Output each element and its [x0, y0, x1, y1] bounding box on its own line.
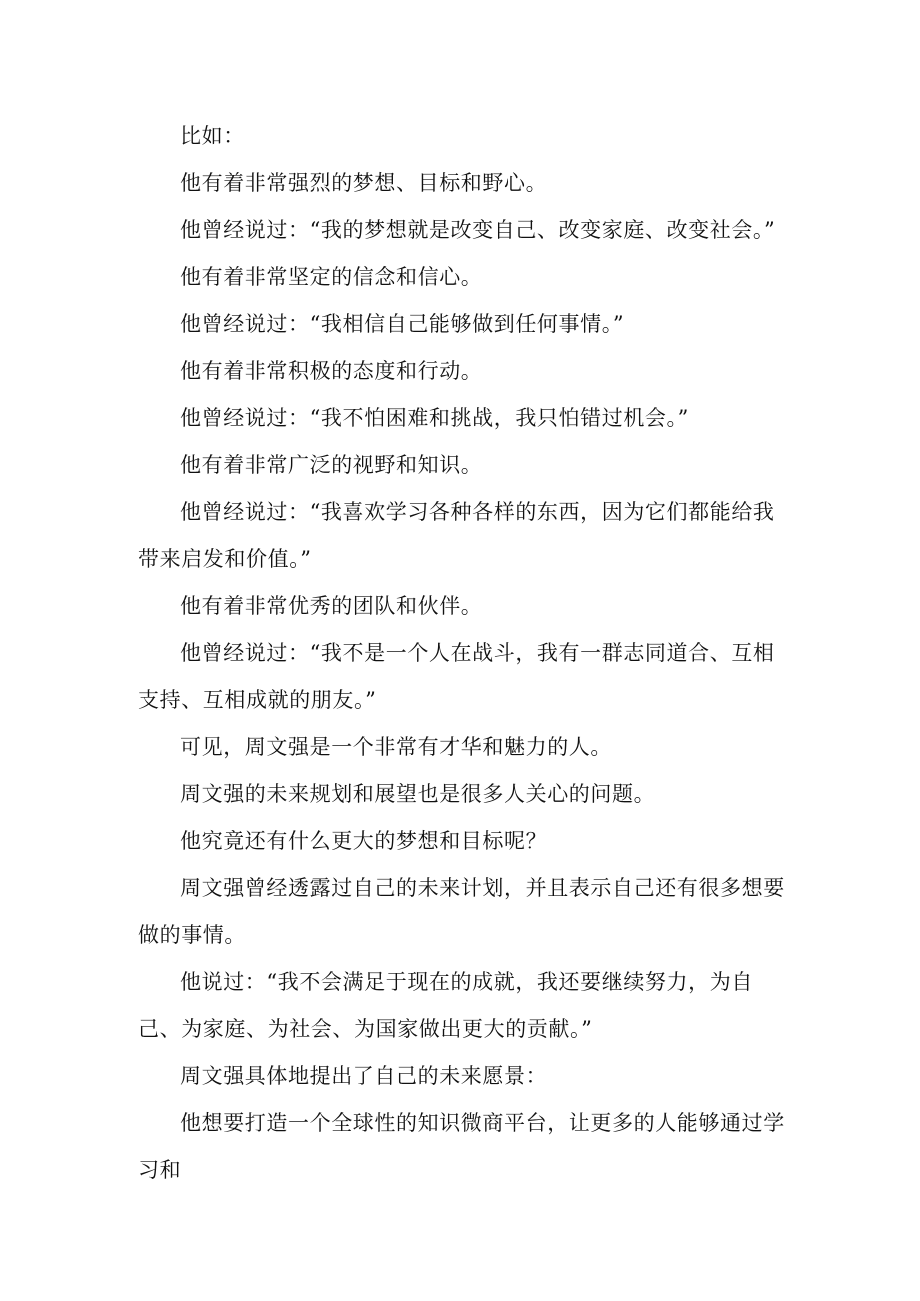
paragraph: 他有着非常优秀的团队和伙伴。 — [180, 594, 483, 618]
paragraph: 周文强的未来规划和展望也是很多人关心的问题。 — [180, 782, 656, 806]
paragraph: 他有着非常强烈的梦想、目标和野心。 — [180, 171, 548, 195]
paragraph: 他曾经说过：“我喜欢学习各种各样的东西，因为它们都能给我带来启发和价值。” — [138, 500, 775, 571]
paragraph: 他曾经说过：“我不是一个人在战斗，我有一群志同道合、互相支持、互相成就的朋友。” — [138, 641, 775, 712]
paragraph: 他曾经说过：“我相信自己能够做到任何事情。” — [180, 312, 625, 336]
paragraph: 他究竟还有什么更大的梦想和目标呢？ — [180, 829, 548, 853]
paragraph: 他曾经说过：“我的梦想就是改变自己、改变家庭、改变社会。” — [180, 218, 776, 242]
document-body — [138, 113, 786, 1194]
paragraph: 周文强具体地提出了自己的未来愿景： — [180, 1064, 548, 1088]
paragraph: 比如： — [180, 124, 245, 148]
paragraph: 他有着非常广泛的视野和知识。 — [180, 453, 483, 477]
paragraph: 他想要打造一个全球性的知识微商平台，让更多的人能够通过学习和 — [138, 1111, 785, 1182]
paragraph: 他有着非常积极的态度和行动。 — [180, 359, 483, 383]
paragraph: 可见，周文强是一个非常有才华和魅力的人。 — [180, 735, 612, 759]
paragraph: 他有着非常坚定的信念和信心。 — [180, 265, 483, 289]
paragraph: 周文强曾经透露过自己的未来计划，并且表示自己还有很多想要做的事情。 — [138, 876, 785, 947]
paragraph: 他说过：“我不会满足于现在的成就，我还要继续努力，为自己、为家庭、为社会、为国家做出更大的贡献。” — [138, 970, 753, 1041]
paragraph: 他曾经说过：“我不怕困难和挑战，我只怕错过机会。” — [180, 406, 689, 430]
